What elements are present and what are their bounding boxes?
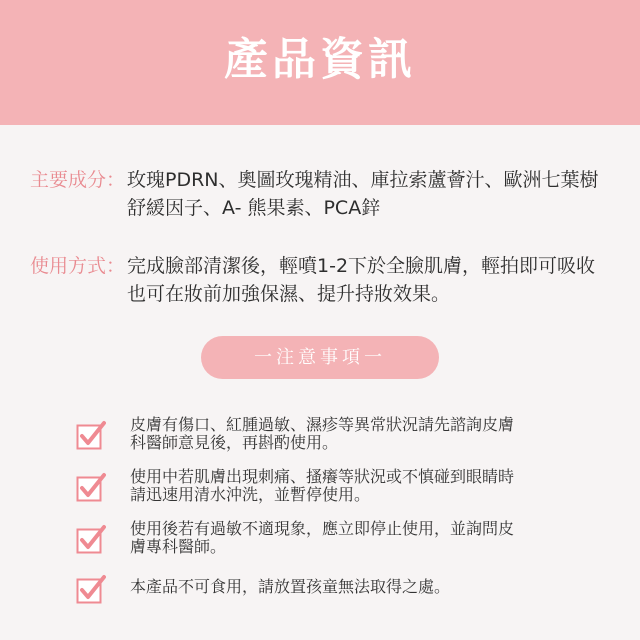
caution-line: 本產品不可食用，請放置孩童無法取得之處。	[130, 577, 451, 596]
ingredients-label: 主要成分：	[30, 169, 126, 191]
caution-line: 膚專科醫師。	[130, 537, 227, 556]
caution-item	[76, 468, 616, 508]
checked-box-icon	[76, 420, 106, 450]
ingredients-line: 玫瑰PDRN、奧圖玫瑰精油、庫拉索蘆薈汁、歐洲七葉樹	[127, 169, 599, 191]
caution-item	[76, 416, 616, 456]
header-banner	[0, 0, 640, 125]
checked-box-icon	[76, 574, 106, 604]
caution-text	[130, 416, 610, 452]
usage-line: 完成臉部清潔後，輕噴1-2下於全臉肌膚，輕拍即可吸收	[127, 255, 596, 277]
page-title: 產品資訊	[224, 34, 416, 85]
caution-line: 使用中若肌膚出現刺痛、搔癢等狀況或不慎碰到眼睛時	[130, 467, 515, 486]
caution-item	[76, 520, 616, 560]
caution-text	[130, 468, 610, 504]
ingredients-text	[127, 166, 627, 222]
ingredients-line: 舒緩因子、A- 熊果素、PCA鋅	[127, 197, 381, 219]
caution-text	[130, 520, 610, 556]
checked-box-icon	[76, 472, 106, 502]
usage-label: 使用方式：	[30, 255, 126, 277]
usage-text	[127, 252, 627, 308]
caution-line: 科醫師意見後，再斟酌使用。	[130, 433, 339, 452]
notice-heading: 一注意事項一	[201, 336, 439, 379]
usage-line: 也可在妝前加強保濕、提升持妝效果。	[127, 283, 451, 305]
caution-text	[130, 578, 610, 596]
checked-box-icon	[76, 524, 106, 554]
caution-line: 請迅速用清水沖洗，並暫停使用。	[130, 485, 371, 504]
caution-line: 皮膚有傷口、紅腫過敏、濕疹等異常狀況請先諮詢皮膚	[130, 415, 515, 434]
caution-item	[76, 570, 616, 610]
caution-line: 使用後若有過敏不適現象，應立即停止使用，並詢問皮	[130, 519, 515, 538]
